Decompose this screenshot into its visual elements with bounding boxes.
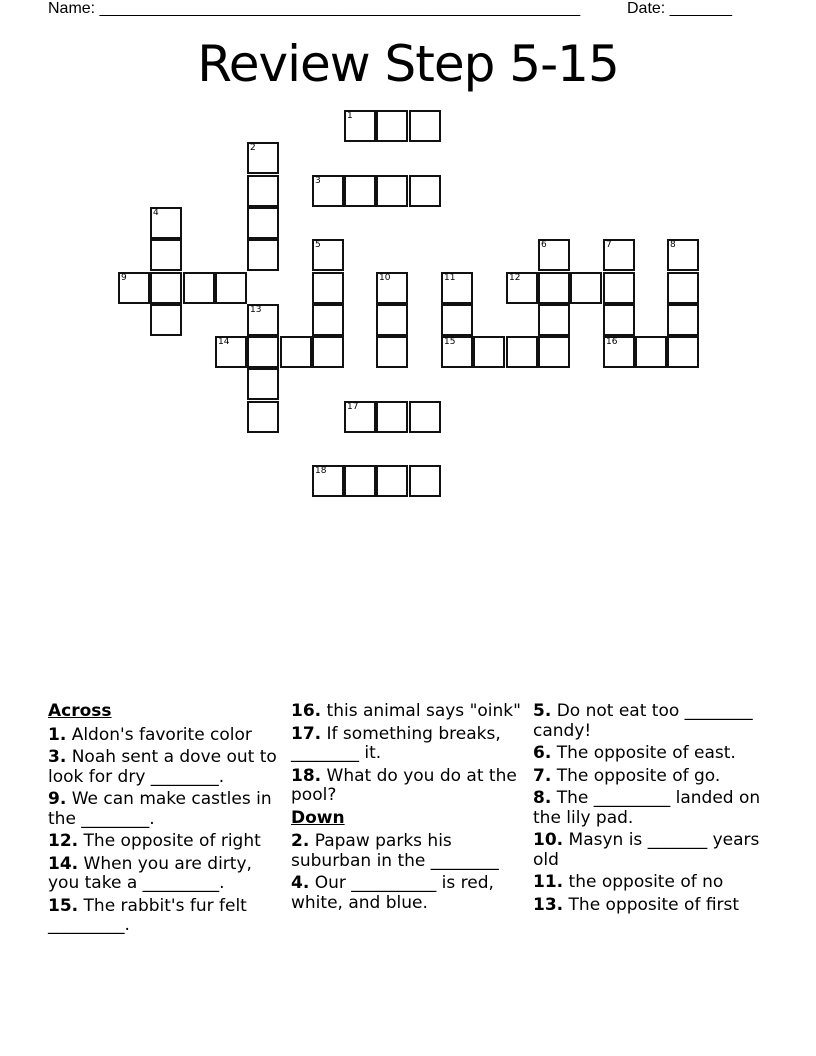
cell-number: 14 [218, 337, 230, 347]
crossword-cell[interactable] [183, 272, 215, 304]
clue-number: 2. [291, 831, 310, 851]
crossword-cell[interactable] [538, 304, 570, 336]
crossword-cell[interactable] [409, 465, 441, 497]
cell-number: 4 [153, 208, 159, 218]
clue-number: 12. [48, 831, 79, 851]
clue-number: 15. [48, 895, 79, 916]
crossword-cell[interactable] [409, 175, 441, 207]
crossword-grid [0, 0, 816, 520]
clue-number: 3. [48, 747, 67, 767]
crossword-cell[interactable] [538, 336, 570, 368]
crossword-cell[interactable] [150, 272, 182, 304]
crossword-cell[interactable] [150, 304, 182, 336]
clue-number: 8. [533, 788, 552, 808]
clue-text: The opposite of go. [551, 765, 721, 786]
cell-number: 16 [606, 337, 618, 347]
clue-down-8 [533, 789, 768, 828]
cell-number: 9 [121, 273, 127, 283]
crossword-cell[interactable] [506, 272, 538, 304]
crossword-cell[interactable] [247, 142, 279, 174]
clue-number: 5. [533, 701, 552, 721]
clue-text: We can make castles in the ________. [48, 789, 272, 829]
crossword-cell[interactable] [247, 239, 279, 271]
clue-text: Masyn is _______ years old [533, 830, 760, 870]
crossword-cell[interactable] [247, 304, 279, 336]
clue-text: Do not eat too ________ candy! [533, 701, 753, 741]
cell-number: 3 [315, 176, 321, 186]
cell-number: 13 [250, 305, 262, 315]
crossword-cell[interactable] [376, 465, 408, 497]
clue-number: 18. [291, 765, 322, 786]
clue-text: The opposite of first [563, 894, 740, 915]
cell-number: 1 [347, 111, 353, 121]
across-heading: Across [48, 701, 112, 721]
crossword-cell[interactable] [441, 272, 473, 304]
crossword-cell[interactable] [344, 110, 376, 142]
clue-down-10 [533, 831, 768, 870]
cell-number: 5 [315, 240, 321, 250]
crossword-cell[interactable] [667, 272, 699, 304]
date-field-label: Date: _______ [627, 0, 732, 17]
clue-number: 9. [48, 789, 67, 809]
clue-text: Noah sent a dove out to look for dry ________. [48, 747, 277, 787]
down-heading: Down [291, 807, 345, 828]
crossword-cell[interactable] [312, 304, 344, 336]
clues-column-3 [533, 702, 768, 918]
cell-number: 15 [444, 337, 456, 347]
name-field-label: Name: ______________________________________________________ [48, 0, 581, 17]
crossword-cell[interactable] [118, 272, 150, 304]
clue-number: 13. [533, 894, 564, 915]
crossword-cell[interactable] [344, 465, 376, 497]
crossword-cell[interactable] [215, 272, 247, 304]
clues-column-2 [291, 702, 526, 916]
crossword-cell[interactable] [312, 465, 344, 497]
crossword-cell[interactable] [215, 336, 247, 368]
clue-down-11 [533, 873, 768, 893]
clue-number: 7. [533, 765, 552, 786]
clue-across-17 [291, 725, 526, 764]
clue-text: Papaw parks his suburban in the ________ [291, 831, 499, 871]
cell-number: 6 [541, 240, 547, 250]
crossword-cell[interactable] [635, 336, 667, 368]
crossword-cell[interactable] [473, 336, 505, 368]
clue-number: 16. [291, 701, 322, 721]
crossword-cell[interactable] [280, 336, 312, 368]
crossword-cell[interactable] [312, 239, 344, 271]
crossword-cell[interactable] [312, 272, 344, 304]
clue-number: 4. [291, 873, 310, 893]
crossword-cell[interactable] [312, 175, 344, 207]
crossword-cell[interactable] [603, 272, 635, 304]
clue-text: The rabbit's fur felt _________. [48, 895, 247, 935]
crossword-cell[interactable] [441, 304, 473, 336]
crossword-cell[interactable] [538, 272, 570, 304]
clue-text: What do you do at the pool? [291, 765, 517, 805]
clue-down-13 [533, 896, 768, 916]
cell-number: 7 [606, 240, 612, 250]
clue-down-6 [533, 744, 768, 764]
crossword-cell[interactable] [247, 336, 279, 368]
crossword-cell[interactable] [570, 272, 602, 304]
crossword-cell[interactable] [247, 207, 279, 239]
crossword-cell[interactable] [376, 175, 408, 207]
cell-number: 8 [670, 240, 676, 250]
clue-across-9 [48, 790, 278, 829]
clue-text: Aldon's favorite color [66, 724, 252, 745]
clue-text: Our __________ is red, white, and blue. [291, 873, 494, 913]
crossword-cell[interactable] [376, 336, 408, 368]
cell-number: 11 [444, 273, 456, 283]
clue-across-12 [48, 832, 278, 852]
clue-number: 6. [533, 743, 552, 763]
crossword-cell[interactable] [603, 304, 635, 336]
crossword-cell[interactable] [538, 239, 570, 271]
clue-number: 14. [48, 853, 79, 874]
crossword-cell[interactable] [247, 368, 279, 400]
crossword-cell[interactable] [376, 110, 408, 142]
crossword-cell[interactable] [247, 175, 279, 207]
crossword-cell[interactable] [667, 336, 699, 368]
page-title: Review Step 5-15 [197, 35, 619, 93]
clue-across-3 [48, 748, 278, 787]
clue-text: The opposite of right [78, 831, 261, 851]
crossword-cell[interactable] [344, 401, 376, 433]
crossword-cell[interactable] [376, 272, 408, 304]
crossword-cell[interactable] [344, 175, 376, 207]
clues-column-1 [48, 702, 278, 939]
cell-number: 10 [379, 273, 391, 283]
clue-text: the opposite of no [563, 872, 724, 892]
crossword-cell[interactable] [603, 336, 635, 368]
crossword-cell[interactable] [247, 401, 279, 433]
clue-number: 17. [291, 723, 322, 744]
clue-text: The _________ landed on the lily pad. [533, 788, 761, 828]
crossword-cell[interactable] [376, 304, 408, 336]
clue-text: If something breaks, ________ it. [291, 723, 501, 763]
crossword-cell[interactable] [603, 239, 635, 271]
clue-number: 10. [533, 830, 564, 850]
clue-down-2 [291, 832, 526, 871]
crossword-cell[interactable] [409, 401, 441, 433]
cell-number: 12 [509, 273, 521, 283]
clue-across-18 [291, 767, 526, 806]
crossword-cell[interactable] [506, 336, 538, 368]
crossword-cell[interactable] [376, 401, 408, 433]
clue-number: 1. [48, 724, 67, 745]
crossword-cell[interactable] [667, 239, 699, 271]
clue-across-1 [48, 726, 278, 746]
crossword-cell[interactable] [441, 336, 473, 368]
crossword-cell[interactable] [409, 110, 441, 142]
cell-number: 2 [250, 143, 256, 153]
crossword-cell[interactable] [150, 239, 182, 271]
clue-down-7 [533, 767, 768, 787]
clue-text: When you are dirty, you take a _________. [48, 853, 252, 893]
clue-down-4 [291, 874, 526, 913]
clue-across-15 [48, 897, 278, 936]
crossword-cell[interactable] [667, 304, 699, 336]
crossword-cell[interactable] [312, 336, 344, 368]
clue-text: this animal says "oink" [321, 701, 521, 721]
clue-number: 11. [533, 872, 564, 892]
cell-number: 17 [347, 402, 359, 412]
clue-across-16 [291, 702, 526, 722]
clue-down-5 [533, 702, 768, 741]
cell-number: 18 [315, 466, 327, 476]
crossword-cell[interactable] [150, 207, 182, 239]
clue-text: The opposite of east. [551, 743, 736, 763]
clue-across-14 [48, 855, 278, 894]
